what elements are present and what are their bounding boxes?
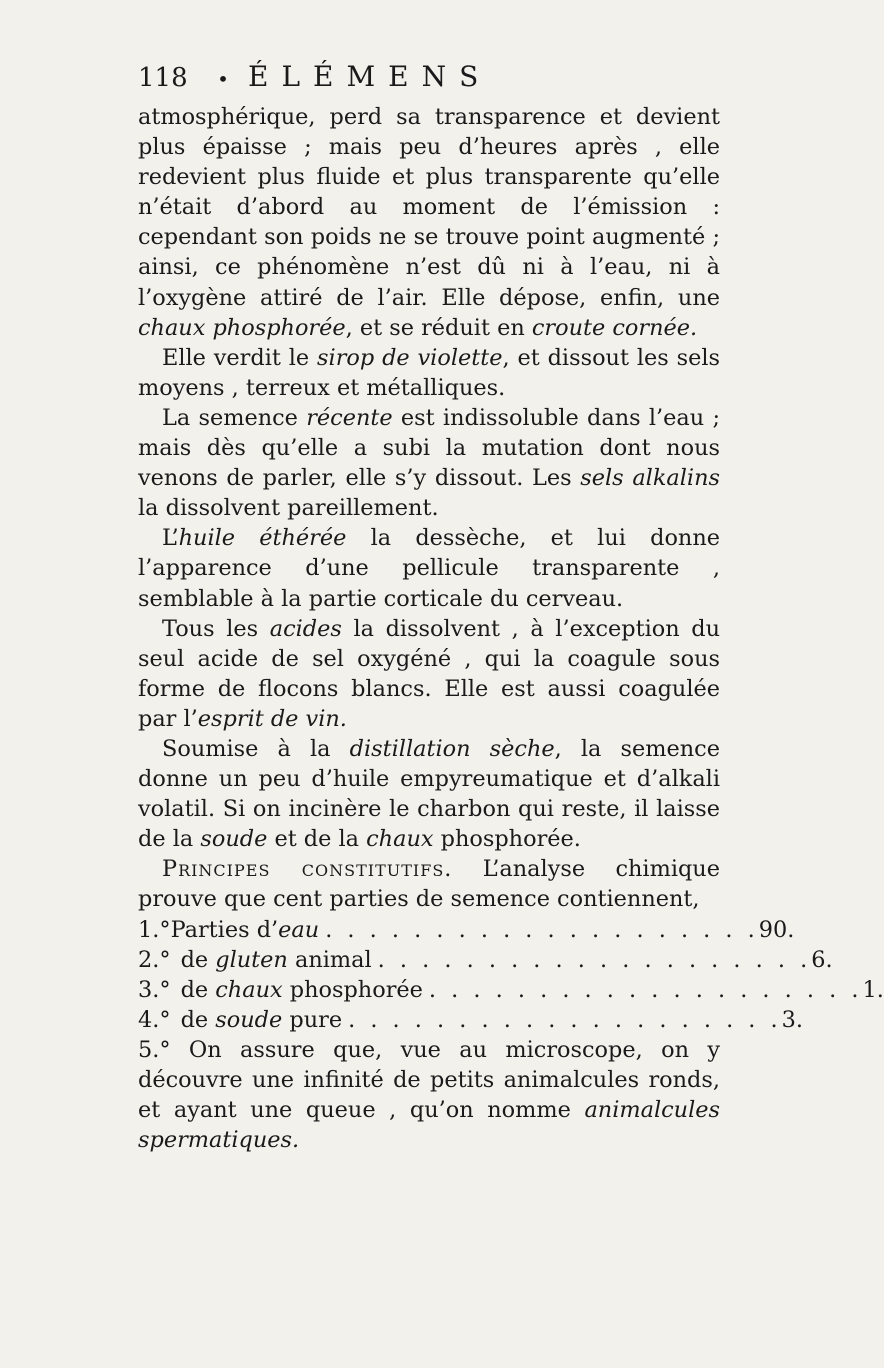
- paragraph-acids: Tous les acides la dissolvent , à l’exception du seul acide de sel oxygéné , qui la coagule sous forme de flocons blancs. Elle est aussi coagulée par l’esprit de vin.: [138, 615, 720, 732]
- page-number: 118: [138, 63, 188, 93]
- paragraph-distillation: Soumise à la distillation sèche, la semence donne un peu d’huile empyreumatique et d’alkali volatil. Si on incinère le charbon qui reste, il laisse de la soude et de la chaux phosphorée.: [138, 735, 720, 853]
- body-text: [138, 102, 884, 1155]
- running-title: ÉLÉMENS: [248, 60, 492, 93]
- paragraph-ether-oil: L’huile éthérée la dessèche, et lui donne l’apparence d’une pellicule transparente , semblable à la partie corticale du cerveau.: [138, 525, 721, 612]
- paragraph-violet-syrup: Elle verdit le sirop de violette, et dissout les sels moyens , terreux et métalliques.: [138, 344, 721, 401]
- paragraph-recent-semen: La semence récente est indissoluble dans l’eau ; mais dès qu’elle a subi la mutation dont nous venons de parler, elle s’y dissout. Les sels alkalins la dissolvent pareillement.: [138, 404, 721, 522]
- paragraph-continuation: atmosphérique, perd sa transparence et devient plus épaisse ; mais peu d’heures après , elle redevient plus fluide et plus transparente qu’elle n’était d’abord au moment de l’émission : cependant son poids ne se trouve point augmenté ; ainsi, ce phénomène n’est dû ni à l’eau, ni à l’oxygène attiré de l’air. Elle dépose, enfin, une chaux phosphorée, et se réduit en croute cornée.: [138, 104, 720, 341]
- composition-table: [138, 915, 884, 1035]
- composition-row: 3.° de chaux phosphorée . . . . . . . . . . . . . . . . . . . . 1.: [138, 976, 884, 1003]
- running-head: [138, 60, 720, 102]
- header-separator: •: [217, 67, 229, 91]
- paragraph-principles: Principes constitutifs. L’analyse chimique prouve que cent parties de semence contiennent,: [138, 856, 720, 913]
- paragraph-microscope: 5.° On assure que, vue au microscope, on y découvre une infinité de petits animalcules ronds, et ayant une queue , qu’on nomme animalcules spermatiques.: [138, 1036, 720, 1154]
- section-heading: Principes constitutifs.: [162, 856, 453, 883]
- composition-row: 2.° de gluten animal . . . . . . . . . . . . . . . . . . . . 6.: [138, 946, 833, 973]
- composition-row: 4.° de soude pure . . . . . . . . . . . . . . . . . . . . 3.: [138, 1006, 804, 1033]
- composition-row: 1.° Parties d’eau . . . . . . . . . . . . . . . . . . . . 90.: [138, 916, 795, 943]
